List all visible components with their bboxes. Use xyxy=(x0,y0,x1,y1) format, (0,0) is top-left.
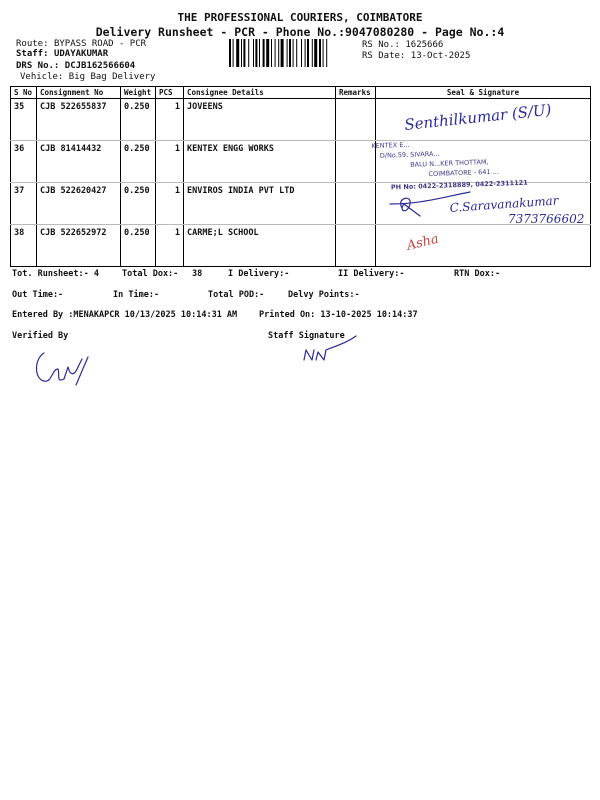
signature-saravanakumar: C.Saravanakumar xyxy=(449,193,559,215)
vehicle-label: Vehicle: xyxy=(20,72,64,82)
cell-weight: 0.250 xyxy=(121,99,156,141)
staff-signature-label: Staff Signature xyxy=(268,331,345,341)
rs-date-value: 13-Oct-2025 xyxy=(410,51,471,61)
col-consignment: Consignment No xyxy=(37,87,121,99)
stamp-line-2: D/No.59, SIVARA... xyxy=(379,149,440,160)
cell-consignment: CJB 81414432 xyxy=(37,141,121,183)
cell-consignment: CJB 522652972 xyxy=(37,225,121,267)
signatures-overlay xyxy=(360,100,590,265)
verified-signature-icon xyxy=(30,345,100,390)
cell-pcs: 1 xyxy=(156,225,184,267)
staff-signature-icon xyxy=(300,332,370,367)
cell-sno: 37 xyxy=(11,183,37,225)
cell-pcs: 1 xyxy=(156,141,184,183)
cell-sno: 38 xyxy=(11,225,37,267)
cell-pcs: 1 xyxy=(156,99,184,141)
total-pod: Total POD:- xyxy=(208,290,265,300)
rs-no-line xyxy=(362,40,443,50)
cell-consignee: ENVIROS INDIA PVT LTD xyxy=(184,183,336,225)
runsheet-subtitle: Delivery Runsheet - PCR - Phone No.:9047080280 - Page No.:4 xyxy=(95,25,505,39)
i-delivery: I Delivery:- xyxy=(228,269,290,279)
total-runsheet: Tot. Runsheet:- 4 xyxy=(12,269,99,279)
cell-weight: 0.250 xyxy=(121,183,156,225)
cell-consignee: KENTEX ENGG WORKS xyxy=(184,141,336,183)
ii-delivery: II Delivery:- xyxy=(338,269,405,279)
route-line xyxy=(16,39,146,49)
rs-no-label: RS No.: xyxy=(362,40,400,50)
printed-on: Printed On: 13-10-2025 10:14:37 xyxy=(259,310,418,320)
staff-line xyxy=(16,49,108,59)
stamp-line-1: KENTEX E... xyxy=(371,140,410,151)
stamp-line-5: PH No: 0422-2318889, 0422-2311121 xyxy=(390,178,528,192)
vehicle-line xyxy=(20,72,155,82)
signature-phone: 7373766602 xyxy=(508,212,585,226)
rs-date-line xyxy=(362,51,470,61)
col-sno: S No xyxy=(11,87,37,99)
signature-asha: Asha xyxy=(405,231,441,254)
stamp-line-4: COIMBATORE - 641 ... xyxy=(428,167,500,179)
barcode xyxy=(229,39,357,67)
in-time: In Time:- xyxy=(113,290,160,300)
drs-line xyxy=(16,61,135,71)
route-label: Route: xyxy=(16,39,49,49)
signature-senthilkumar: Senthilkumar (S/U) xyxy=(403,100,553,134)
rtn-dox: RTN Dox:- xyxy=(454,269,501,279)
col-remarks: Remarks xyxy=(336,87,376,99)
total-dox-label: Total Dox:- xyxy=(122,269,179,279)
cell-consignment: CJB 522620427 xyxy=(37,183,121,225)
staff-label: Staff: xyxy=(16,49,49,59)
stamp-line-3: BALU N...KER THOTTAM, xyxy=(409,158,489,169)
cell-pcs: 1 xyxy=(156,183,184,225)
vehicle-value: Big Bag Delivery xyxy=(68,72,156,82)
company-title: THE PROFESSIONAL COURIERS, COIMBATORE xyxy=(177,11,423,24)
col-weight: Weight xyxy=(121,87,156,99)
cell-weight: 0.250 xyxy=(121,141,156,183)
cell-consignment: CJB 522655837 xyxy=(37,99,121,141)
entered-by: Entered By :MENAKAPCR 10/13/2025 10:14:31 AM xyxy=(12,310,238,320)
col-consignee: Consignee Details xyxy=(184,87,336,99)
col-seal: Seal & Signature xyxy=(376,87,591,99)
drs-label: DRS No.: xyxy=(16,61,60,71)
cell-sno: 36 xyxy=(11,141,37,183)
delvy-points: Delvy Points:- xyxy=(288,290,360,300)
rs-no-value: 1625666 xyxy=(405,40,444,50)
route-value: BYPASS ROAD - PCR xyxy=(53,39,147,49)
table-header-row xyxy=(11,87,591,99)
cell-weight: 0.250 xyxy=(121,225,156,267)
verified-by-label: Verified By xyxy=(12,331,69,341)
cell-consignee: CARME;L SCHOOL xyxy=(184,225,336,267)
staff-value: UDAYAKUMAR xyxy=(53,49,109,59)
out-time: Out Time:- xyxy=(12,290,64,300)
cell-sno: 35 xyxy=(11,99,37,141)
cell-consignee: JOVEENS xyxy=(184,99,336,141)
rs-date-label: RS Date: xyxy=(362,51,406,61)
company-stamp xyxy=(371,137,528,192)
drs-value: DCJB162566604 xyxy=(64,61,136,71)
total-dox-value: 38 xyxy=(192,269,203,279)
col-pcs: PCS xyxy=(156,87,184,99)
